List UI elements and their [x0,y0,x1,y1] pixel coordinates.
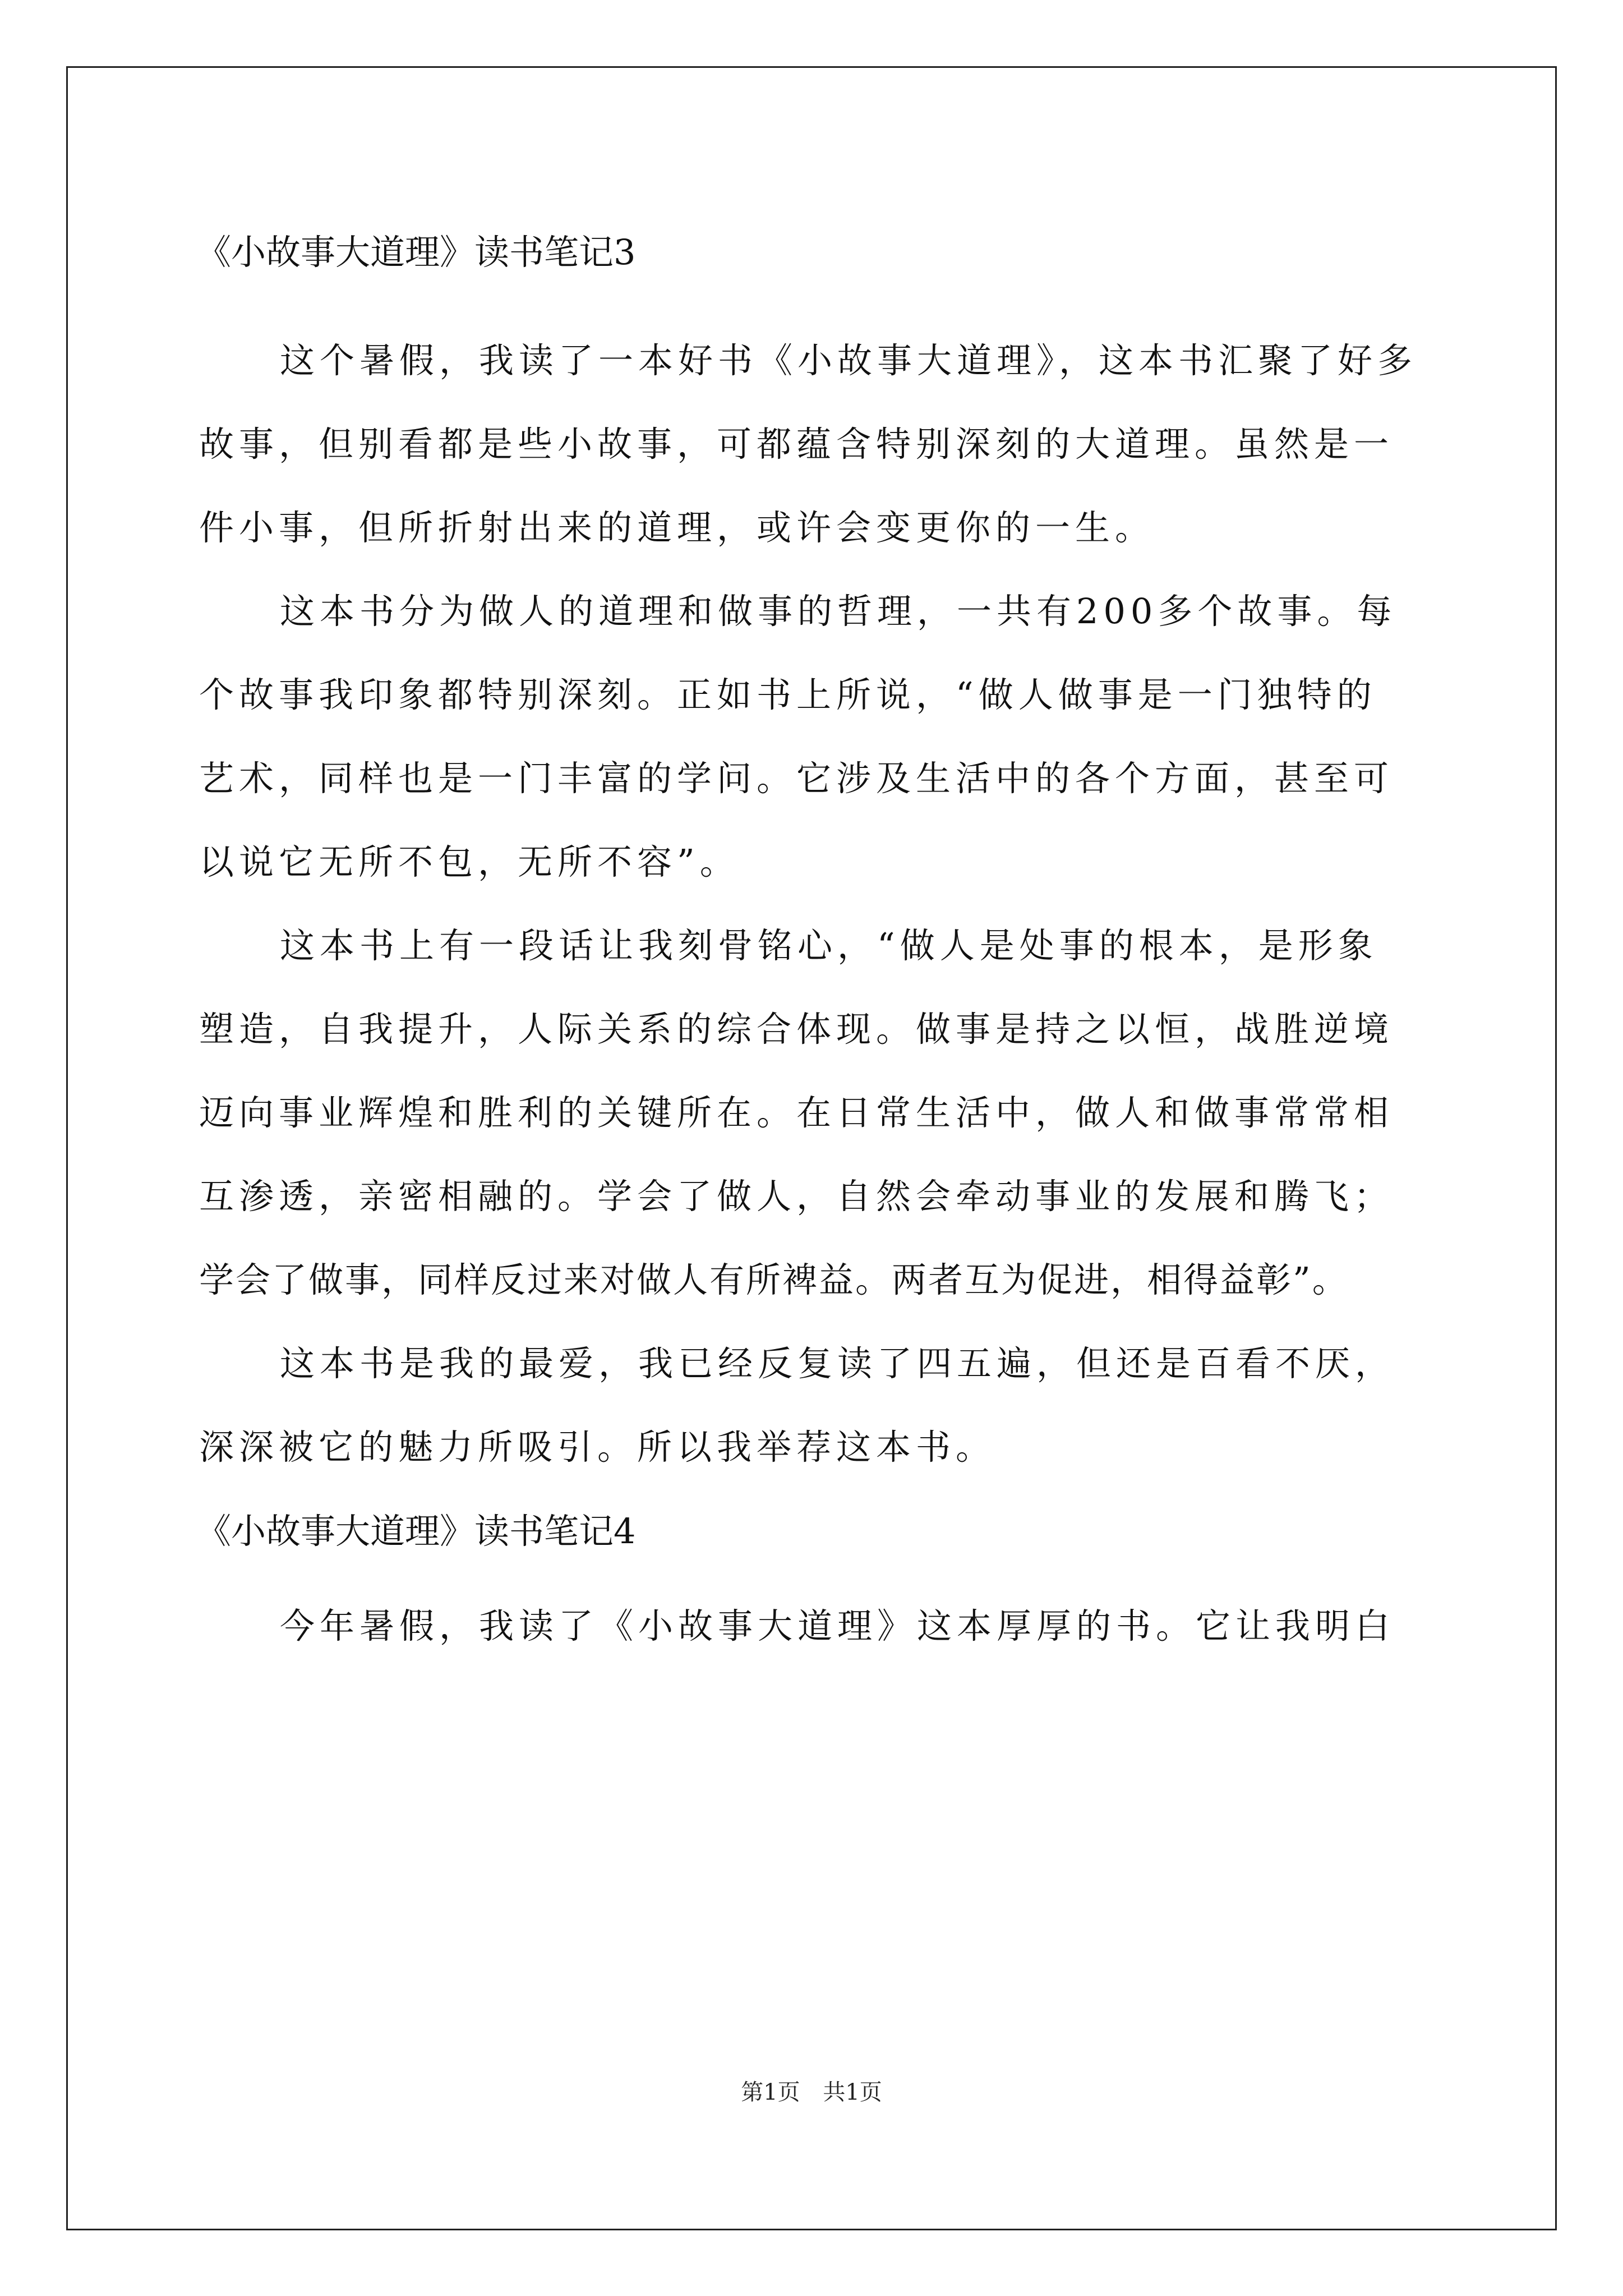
page-total: 共1页 [823,2079,882,2105]
paragraph-line: 这本书分为做人的道理和做事的哲理，一共有200多个故事。每 [280,591,1397,632]
paragraph-1 [199,319,1433,569]
paragraph-line: 迈向事业辉煌和胜利的关键所在。在日常生活中，做人和做事常常相 [199,1092,1394,1133]
paragraph-3 [199,904,1433,1322]
paragraph-line: 今年暑假，我读了《小故事大道理》这本厚厚的书。它让我明白 [280,1605,1395,1646]
paragraph-line: 故事，但别看都是些小故事，可都蕴含特别深刻的大道理。虽然是一 [199,424,1394,464]
page-footer [0,2076,1623,2109]
document-body [196,219,1433,1668]
paragraph-line: 这个暑假，我读了一本好书《小故事大道理》，这本书汇聚了好多 [280,340,1418,381]
paragraph-line: 学会了做事，同样反过来对做人有所裨益。两者互为促进，相得益彰”。 [199,1259,1349,1300]
paragraph-5 [199,1584,1433,1668]
section-heading-4: 《小故事大道理》读书笔记4 [196,1511,636,1552]
paragraph-line: 塑造，自我提升，人际关系的综合体现。做事是持之以恒，战胜逆境 [199,1009,1394,1050]
paragraph-4 [199,1322,1433,1489]
paragraph-line: 互渗透，亲密相融的。学会了做人，自然会牵动事业的发展和腾飞； [199,1176,1394,1217]
section-heading-3: 《小故事大道理》读书笔记3 [196,232,636,273]
paragraph-2 [199,569,1433,904]
page-number: 第1页 [741,2079,800,2105]
paragraph-line: 这本书上有一段话让我刻骨铭心，“做人是处事的根本，是形象 [280,925,1378,966]
paragraph-line: 深深被它的魅力所吸引。所以我举荐这本书。 [199,1427,996,1467]
paragraph-line: 艺术，同样也是一门丰富的学问。它涉及生活中的各个方面，甚至可 [199,758,1394,799]
paragraph-line: 件小事，但所折射出来的道理，或许会变更你的一生。 [199,507,1155,548]
paragraph-line: 以说它无所不包，无所不容”。 [199,841,740,882]
paragraph-line: 个故事我印象都特别深刻。正如书上所说，“做人做事是一门独特的 [199,674,1377,715]
paragraph-line: 这本书是我的最爱，我已经反复读了四五遍，但还是百看不厌， [280,1343,1395,1384]
